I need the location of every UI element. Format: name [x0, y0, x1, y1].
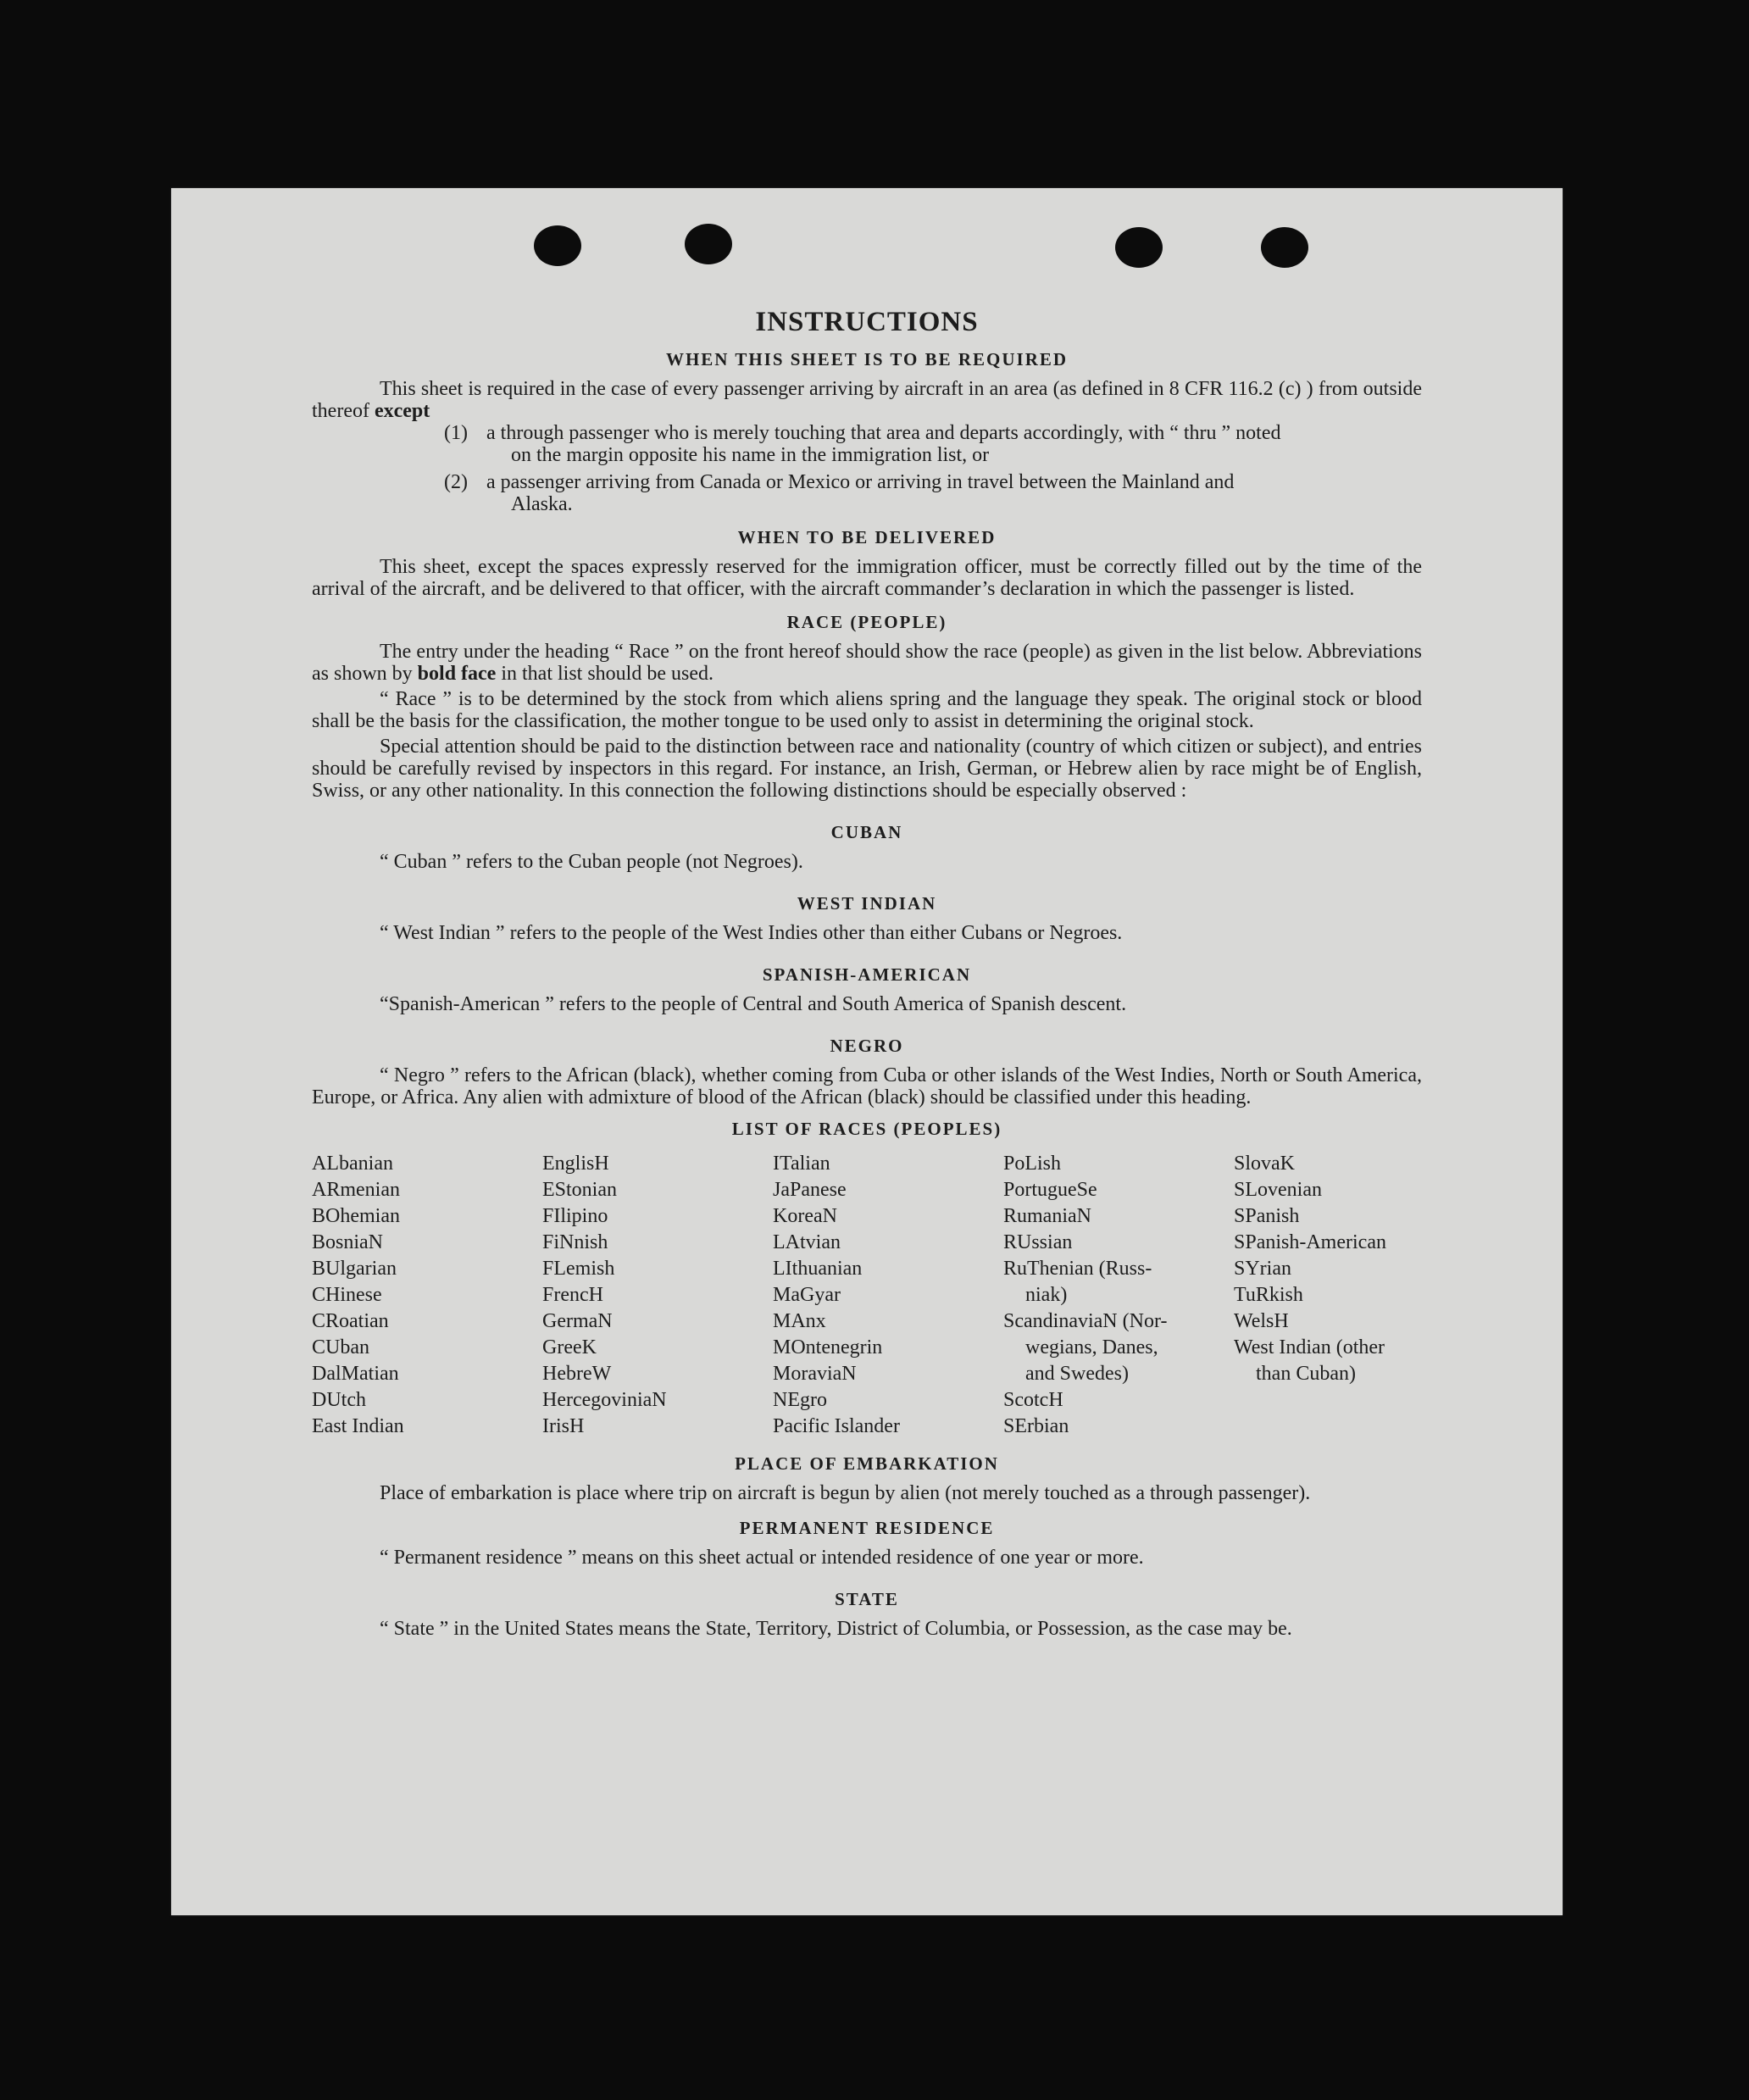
race-entry: LAtvian: [773, 1231, 841, 1253]
race-entry: HercegoviniaN: [542, 1389, 667, 1411]
race-paragraph-3: Special attention should be paid to the distinction between race and nationality (country of which citizen or subject), and entries should be carefully revised by inspectors in this regard. For instance, an Irish, German, or Hebrew alien by race might be of English, Swiss, or any other nationality. In this connection the following distinctions should be especially observed :: [312, 736, 1422, 802]
cuban-text: “ Cuban ” refers to the Cuban people (not Negroes).: [380, 851, 803, 873]
race-entry: TuRkish: [1234, 1284, 1303, 1306]
race-entry: MaGyar: [773, 1284, 841, 1306]
heading-state: STATE: [835, 1589, 899, 1609]
residence-text: “ Permanent residence ” means on this sheet actual or intended residence of one year or more.: [380, 1547, 1144, 1569]
punch-hole: [534, 225, 581, 266]
race-entry: FIlipino: [542, 1205, 608, 1227]
required-intro: This sheet is required in the case of every passenger arriving by aircraft in an area (as defined in 8 CFR 116.2 (c) ) from outside thereof except: [312, 378, 1422, 422]
race-entry: DUtch: [312, 1389, 366, 1411]
page-title: INSTRUCTIONS: [755, 307, 979, 337]
heading-list-of-races: LIST OF RACES (PEOPLES): [731, 1119, 1002, 1139]
delivered-text: This sheet, except the spaces expressly reserved for the immigration officer, must be correctly filled out by the time of the arrival of the aircraft, and be delivered to that officer, with the aircraft commander’s declaration in which the passenger is listed.: [312, 556, 1422, 600]
heading-negro: NEGRO: [830, 1036, 904, 1056]
race-entry: ScotcH: [1003, 1389, 1063, 1411]
race-entry: MAnx: [773, 1310, 826, 1332]
heading-cuban: CUBAN: [830, 822, 903, 842]
race-entry: SLovenian: [1234, 1179, 1322, 1201]
race-entry: SYrian: [1234, 1258, 1291, 1280]
race-entry: HebreW: [542, 1363, 612, 1385]
race-entry: FiNnish: [542, 1231, 608, 1253]
race-entry: GermaN: [542, 1310, 613, 1332]
race-entry: PortugueSe: [1003, 1179, 1097, 1201]
embarkation-text: Place of embarkation is place where trip on aircraft is begun by alien (not merely touched as a through passenger).: [380, 1482, 1311, 1504]
race-entry: ITalian: [773, 1153, 830, 1175]
race-entry: ARmenian: [312, 1179, 400, 1201]
races-column: [1234, 1151, 1429, 1440]
race-entry: JaPanese: [773, 1179, 847, 1201]
race-entry: RumaniaN: [1003, 1205, 1091, 1227]
heading-residence: PERMANENT RESIDENCE: [739, 1518, 995, 1538]
instructions-content: [312, 307, 1422, 1640]
race-entry: RUssian: [1003, 1231, 1073, 1253]
race-entry: CHinese: [312, 1284, 382, 1306]
exception-item-2: (2) a passenger arriving from Canada or Mexico or arriving in travel between the Mainland and Alaska.: [444, 471, 1235, 515]
race-entry: NEgro: [773, 1389, 827, 1411]
race-entry: WelsH: [1234, 1310, 1289, 1332]
race-entry: DalMatian: [312, 1363, 399, 1385]
race-entry: SlovaK: [1234, 1153, 1295, 1175]
race-entry: West Indian (other than Cuban): [1234, 1336, 1385, 1385]
race-entry: FLemish: [542, 1258, 615, 1280]
race-entry: Pacific Islander: [773, 1415, 900, 1437]
race-entry: East Indian: [312, 1415, 404, 1437]
race-entry: MOntenegrin: [773, 1336, 883, 1358]
heading-embarkation: PLACE OF EMBARKATION: [735, 1453, 999, 1474]
races-list: [312, 1151, 1422, 1440]
race-entry: FrencH: [542, 1284, 603, 1306]
heading-required: WHEN THIS SHEET IS TO BE REQUIRED: [665, 349, 1069, 369]
race-entry: PoLish: [1003, 1153, 1062, 1175]
race-entry: CRoatian: [312, 1310, 389, 1332]
heading-delivered: WHEN TO BE DELIVERED: [737, 527, 997, 547]
heading-spanish-american: SPANISH-AMERICAN: [762, 964, 972, 985]
heading-race: RACE (PEOPLE): [786, 612, 947, 632]
race-entry: EnglisH: [542, 1153, 609, 1175]
race-entry: SErbian: [1003, 1415, 1069, 1437]
negro-text: “ Negro ” refers to the African (black), whether coming from Cuba or other islands of the West Indies, North or South America, Europe, or Africa. Any alien with admixture of blood of the African (black) should be classified under this heading.: [312, 1064, 1422, 1108]
punch-hole: [685, 224, 732, 264]
race-entry: MoraviaN: [773, 1363, 857, 1385]
race-entry: BosniaN: [312, 1231, 383, 1253]
race-entry: BOhemian: [312, 1205, 400, 1227]
race-entry: EStonian: [542, 1179, 617, 1201]
race-entry: ALbanian: [312, 1153, 393, 1175]
race-entry: IrisH: [542, 1415, 585, 1437]
race-paragraph-1: The entry under the heading “ Race ” on the front hereof should show the race (people) as given in the list below. Abbreviations as shown by bold face in that list should be used.: [312, 641, 1422, 685]
state-text: “ State ” in the United States means the State, Territory, District of Columbia, or Possession, as the case may be.: [380, 1618, 1292, 1640]
races-column: [542, 1151, 773, 1440]
race-entry: KoreaN: [773, 1205, 837, 1227]
race-entry: SPanish-American: [1234, 1231, 1386, 1253]
race-entry: LIthuanian: [773, 1258, 863, 1280]
races-column: [1003, 1151, 1234, 1440]
race-entry: RuThenian (Russ- niak): [1003, 1258, 1152, 1306]
punch-hole: [1261, 227, 1308, 268]
race-entry: BUlgarian: [312, 1258, 397, 1280]
heading-west-indian: WEST INDIAN: [797, 893, 937, 914]
punch-hole: [1115, 227, 1163, 268]
races-column: [773, 1151, 1003, 1440]
west-indian-text: “ West Indian ” refers to the people of the West Indies other than either Cubans or Negroes.: [380, 922, 1123, 944]
races-column: [312, 1151, 542, 1440]
race-entry: SPanish: [1234, 1205, 1300, 1227]
spanish-american-text: “Spanish-American ” refers to the people of Central and South America of Spanish descent.: [380, 993, 1127, 1015]
race-entry: ScandinaviaN (Nor- wegians, Danes, and Swedes): [1003, 1310, 1168, 1385]
exception-item-1: (1) a through passenger who is merely touching that area and departs accordingly, with “ thru ” noted on the margin opposite his name in the immigration list, or: [444, 422, 1281, 466]
race-entry: CUban: [312, 1336, 369, 1358]
race-entry: GreeK: [542, 1336, 597, 1358]
document-sheet: [171, 188, 1563, 1915]
race-paragraph-2: “ Race ” is to be determined by the stock from which aliens spring and the language they speak. The original stock or blood shall be the basis for the classification, the mother tongue to be used only to assist in determining the original stock.: [312, 688, 1422, 732]
